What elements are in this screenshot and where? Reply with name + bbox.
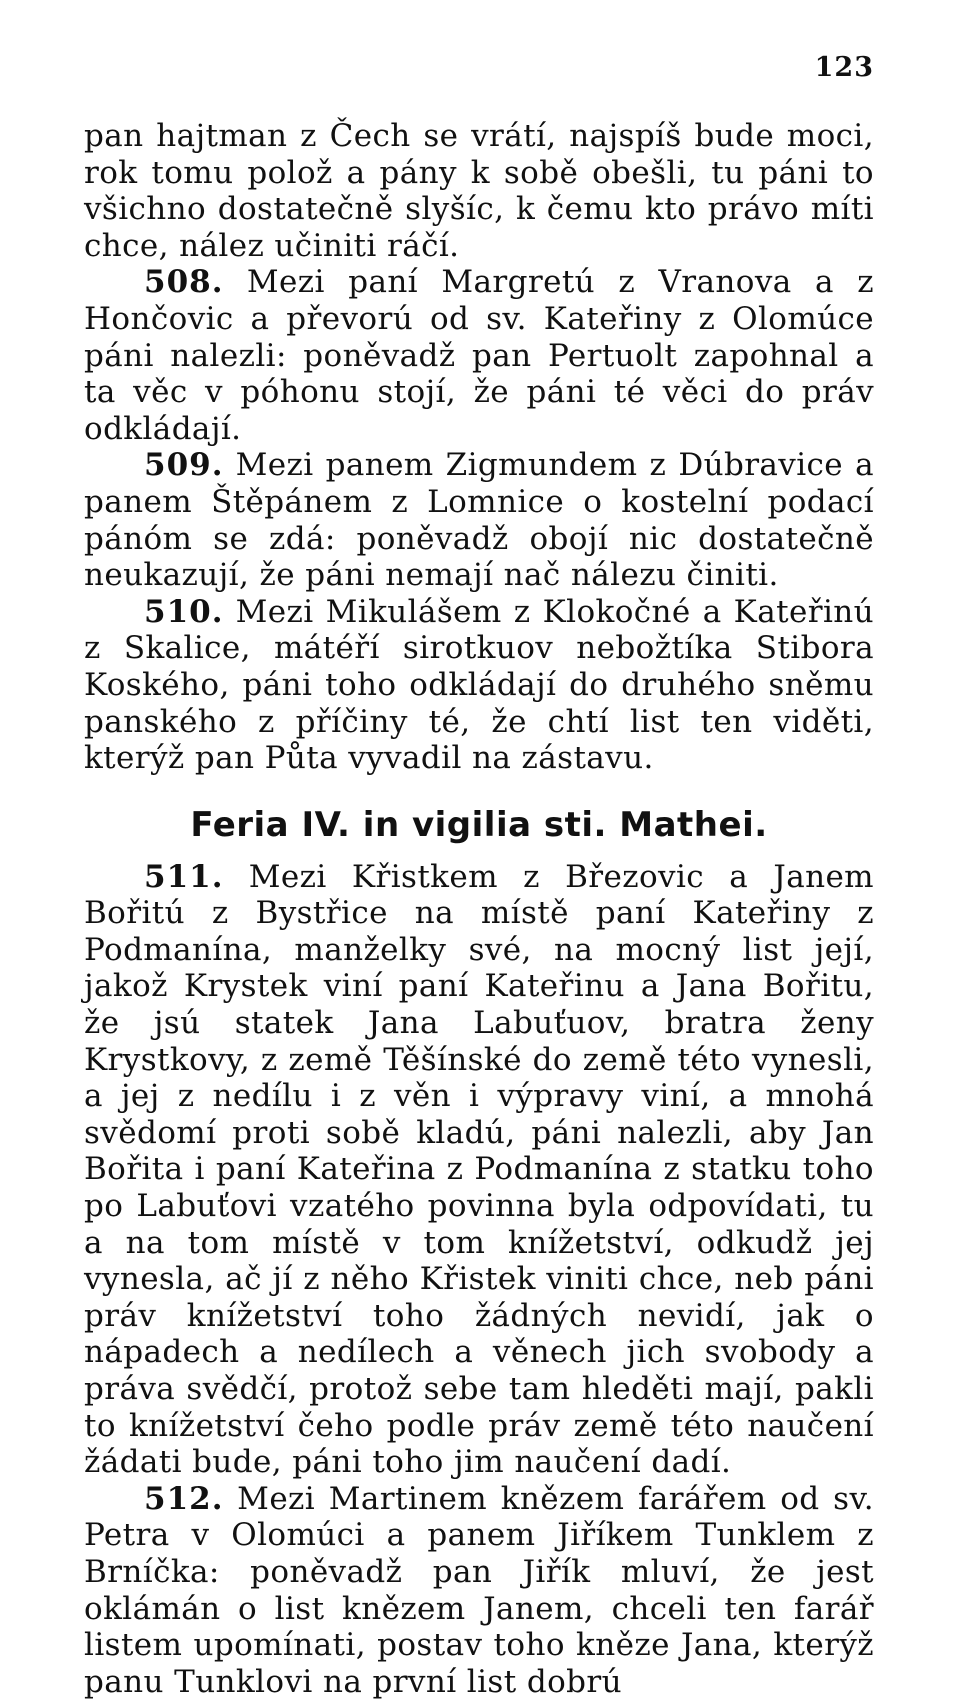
paragraph-text: Mezi Mikulášem z Klokočné a Kateřinú z Skalice, mátéří sirotkuov nebožtíka Stibora Koského, páni toho odkládají do druhého sněmu panského z příčiny té, že chtí list ten viděti, kterýž pan Půta vyvadil na zástavu. (84, 593, 874, 777)
paragraph-number: 509. (144, 447, 224, 484)
paragraph-text: Mezi Křistkem z Březovic a Janem Bořitú z Bystřice na místě paní Kateřiny z Podmanína, manželky své, na mocný list její, jakož Krystek viní paní Kateřinu a Jana Bořitu, že jsú statek Jana Labuťuov, bratra ženy Krystkovy, z země Těšínské do země této vynesli, a jej z nedílu i z věn i výpravy viní, a mnohá svědomí proti sobě kladú, páni nalezli, aby Jan Bořita i paní Kateřina z Podmanína z statku toho po Labuťovi vzatého povinna byla odpovídati, tu a na tom místě v tom knížetství, odkudž jej vynesla, ač jí z něho Křistek viniti chce, neb páni práv knížetství toho žádných nevidí, jak o nápadech a nedílech a věnech jich svobody a práva svědčí, protož sebe tam hleděti mají, pakli to knížetství čeho podle práv země této naučení žádati bude, páni toho jim naučení dadí. (84, 858, 874, 1481)
paragraph-number: 508. (144, 264, 224, 301)
book-page (84, 0, 874, 1700)
paragraph-text: pan hajtman z Čech se vrátí, najspíš bude moci, rok tomu polož a pány k sobě obešli, tu páni to všichno dostatečně slyšíc, k čemu kto právo míti chce, nález učiniti ráčí. (84, 118, 874, 264)
paragraph-text: Mezi panem Zigmundem z Dúbravice a panem Štěpánem z Lomnice o kostelní podací pánóm se zdá: poněvadž obojí nic dostatečně neukazují, že páni nemají nač nálezu činiti. (84, 447, 874, 594)
paragraph-510 (84, 594, 874, 777)
paragraph-number: 510. (144, 593, 224, 630)
page-text (84, 118, 874, 1700)
paragraph-text: Mezi paní Margretú z Vranova a z Hončovic a převorú od sv. Kateřiny z Olomúce páni nalezli: poněvadž pan Pertuolt zapohnal a ta věc v póhonu stojí, že páni té věci do práv odkládají. (84, 264, 874, 447)
paragraph-509 (84, 447, 874, 593)
paragraph-number: 512. (144, 1480, 224, 1517)
paragraph-512 (84, 1481, 874, 1700)
paragraph-511 (84, 859, 874, 1481)
paragraph-continuation (84, 118, 874, 264)
section-heading: Feria IV. in vigilia sti. Mathei. (190, 804, 768, 845)
paragraph-number: 511. (144, 858, 224, 895)
page-number: 123 (814, 52, 874, 83)
paragraph-508 (84, 264, 874, 447)
paragraph-text: Mezi Martinem knězem farářem od sv. Petra v Olomúci a panem Jiříkem Tunklem z Brníčka: poněvadž pan Jiřík mluví, že jest oklámán o list knězem Janem, chceli ten farář listem upomínati, postav toho kněze Jana, kterýž panu Tunklovi na první list dobrú (84, 1480, 874, 1700)
